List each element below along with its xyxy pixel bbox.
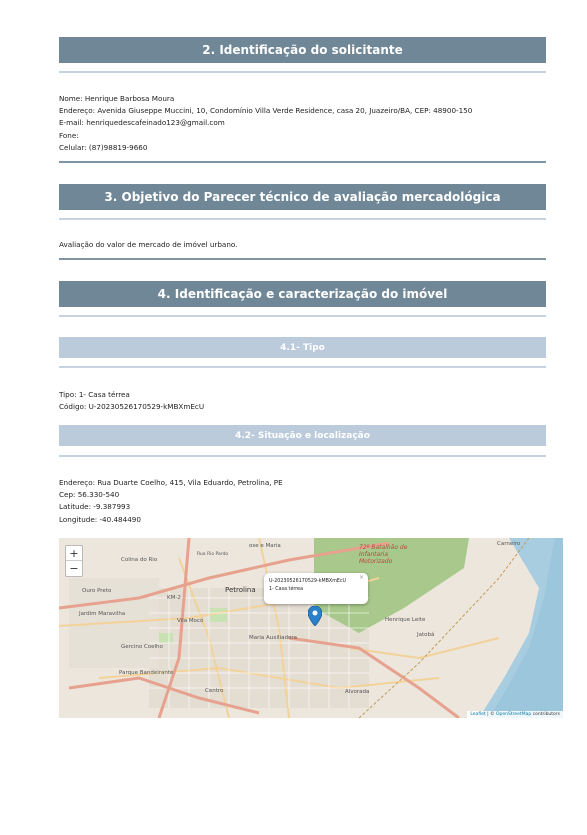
- map-label: Petrolina: [225, 586, 256, 594]
- map-label: Parque Bandeirante: [119, 670, 174, 676]
- divider: [59, 161, 546, 163]
- map-label: Colina do Rio: [121, 557, 158, 563]
- localizacao-details: [59, 477, 283, 526]
- zoom-in-button[interactable]: +: [66, 546, 82, 561]
- osm-link[interactable]: OpenStreetMap: [496, 712, 532, 717]
- solicitante-details: [59, 93, 472, 154]
- divider: [59, 315, 546, 317]
- cep-line: Cep: 56.330-540: [59, 490, 120, 500]
- map-label: Jatobá: [417, 632, 435, 638]
- tipo-details: [59, 389, 204, 413]
- section-header-imovel: [59, 281, 546, 307]
- subsection-title: 4.2- Situação e localização: [235, 430, 370, 441]
- section-header-objetivo: [59, 184, 546, 210]
- endereco-line: Endereço: Rua Duarte Coelho, 415, Vila Eduardo, Petrolina, PE: [59, 478, 283, 487]
- objetivo-text: [59, 239, 237, 251]
- map-label: 72º Batalhão de Infantaria Motorizado: [359, 544, 408, 565]
- location-map[interactable]: [59, 538, 563, 718]
- section-header-solicitante: [59, 37, 546, 63]
- section-title: 4. Identificação e caracterização do imóvel: [157, 287, 448, 301]
- map-label: KM-2: [167, 595, 181, 601]
- attribution-sep: | ©: [485, 712, 496, 717]
- map-label: ose e Maria: [249, 543, 281, 549]
- divider: [59, 366, 546, 368]
- map-zoom-control: [65, 545, 83, 577]
- leaflet-link[interactable]: Leaflet: [470, 712, 486, 717]
- popup-type: 1- Casa térrea: [269, 587, 304, 592]
- map-label: Centro: [205, 688, 224, 694]
- tipo-line: Tipo: 1- Casa térrea: [59, 390, 130, 399]
- map-label: Jardim Maravilha: [79, 611, 126, 617]
- map-tiles[interactable]: [59, 538, 563, 718]
- divider: [59, 218, 546, 220]
- section-title: 2. Identificação do solicitante: [202, 43, 403, 57]
- subsection-header-tipo: [59, 337, 546, 358]
- subsection-header-localizacao: [59, 425, 546, 446]
- latitude-line: Latitude: -9.387993: [59, 502, 131, 512]
- map-label: Carneiro: [497, 541, 521, 547]
- marker-popup[interactable]: [264, 573, 368, 604]
- divider: [59, 71, 546, 73]
- solicitante-phone: Fone:: [59, 130, 79, 140]
- divider: [59, 258, 546, 260]
- map-label: Vila Mocó: [177, 618, 204, 624]
- solicitante-mobile: Celular: (87)98819-9660: [59, 142, 148, 152]
- map-label: Alvorada: [345, 689, 370, 695]
- popup-close-button[interactable]: ×: [358, 574, 364, 581]
- codigo-line: Código: U-20230526170529-kMBXmEcU: [59, 402, 205, 412]
- longitude-line: Longitude: -40.484490: [59, 514, 141, 524]
- objetivo-line: Avaliação do valor de mercado de imóvel urbano.: [59, 240, 238, 249]
- map-label: Henrique Leite: [385, 617, 426, 623]
- subsection-title: 4.1- Tipo: [280, 342, 325, 353]
- zoom-out-button[interactable]: −: [69, 562, 79, 575]
- map-label: Gercino Coelho: [121, 644, 163, 650]
- attribution-rest: contributors: [531, 712, 560, 717]
- popup-code: U-20230526170529-kMBXmEcU: [269, 579, 347, 584]
- map-label: Rua Rio Pardo: [197, 552, 229, 557]
- section-title: 3. Objetivo do Parecer técnico de avaliação mercadológica: [104, 190, 501, 204]
- solicitante-email: E-mail: henriquedescafeinado123@gmail.com: [59, 118, 225, 128]
- map-label: Maria Auxiliadora: [249, 635, 297, 641]
- divider: [59, 455, 546, 457]
- solicitante-name: Nome: Henrique Barbosa Moura: [59, 94, 175, 103]
- map-label: Ouro Preto: [82, 588, 112, 594]
- solicitante-address: Endereço: Avenida Giuseppe Muccini, 10, Condomínio Villa Verde Residence, casa 20, Juazeiro/BA, CEP: 48900-150: [59, 106, 473, 116]
- map-attribution: [467, 711, 563, 718]
